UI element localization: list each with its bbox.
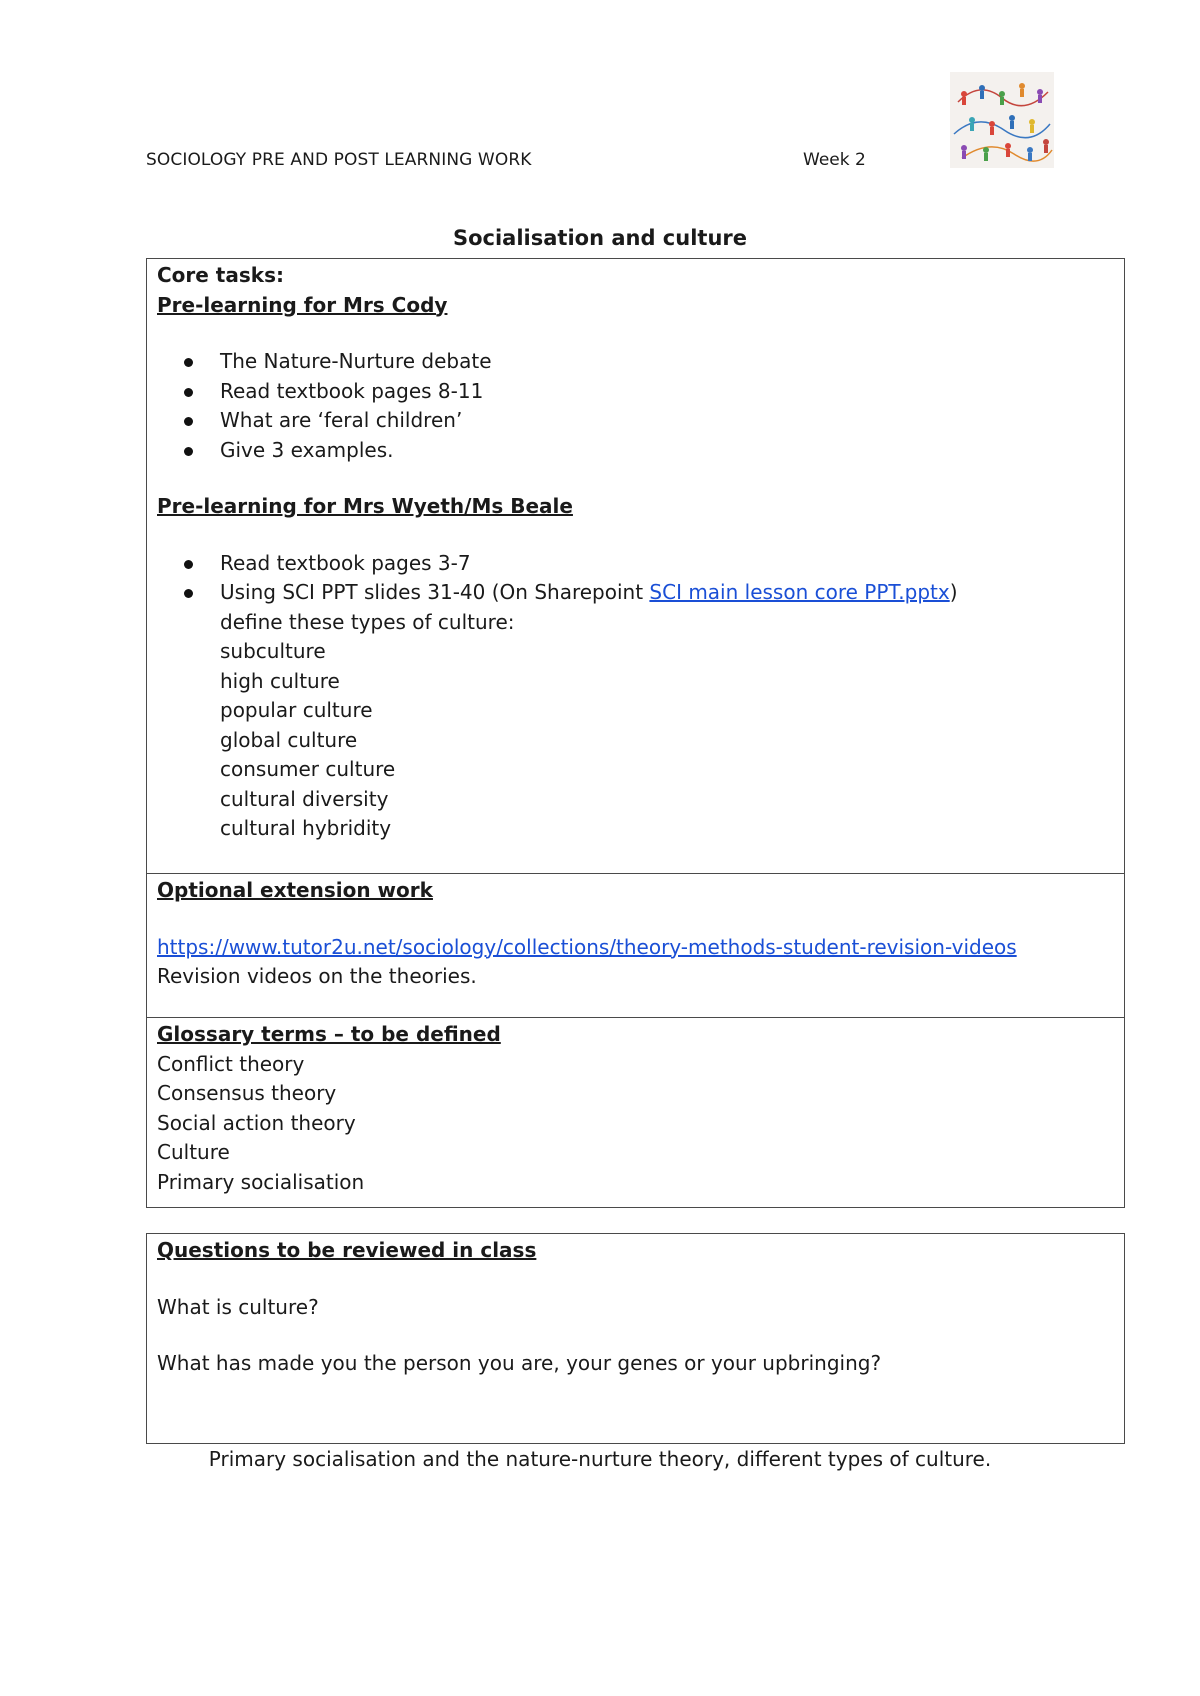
bullet-icon (184, 417, 193, 426)
list-item: popular culture (220, 698, 373, 722)
people-network-logo (950, 72, 1054, 168)
culture-types-list (157, 608, 1114, 844)
document-title: Socialisation and culture (452, 226, 747, 250)
bullet-icon (184, 589, 193, 598)
extension-description: Revision videos on the theories. (157, 964, 477, 988)
list-item: Read textbook pages 8-11 (220, 377, 1114, 407)
core-tasks-cell (147, 259, 1124, 874)
bullet-icon (184, 358, 193, 367)
extension-cell (147, 874, 1124, 1018)
list-item: cultural hybridity (220, 816, 392, 840)
bullet-icon (184, 560, 193, 569)
list-item: What are ‘feral children’ (220, 406, 1114, 436)
define-intro: define these types of culture: (220, 609, 515, 634)
extension-heading: Optional extension work (157, 878, 433, 902)
list-item: Conflict theory (157, 1051, 305, 1076)
sharepoint-ppt-link[interactable]: SCI main lesson core PPT.pptx (649, 580, 950, 604)
cody-list (157, 347, 1114, 465)
question-1: What is culture? (157, 1294, 319, 1319)
header-week: Week 2 (803, 150, 866, 170)
list-item: cultural diversity (220, 786, 389, 811)
cody-heading: Pre-learning for Mrs Cody (157, 292, 448, 317)
questions-cell (147, 1234, 1124, 1443)
list-item: consumer culture (220, 757, 396, 781)
question-2: What has made you the person you are, your genes or your upbringing? (157, 1351, 882, 1375)
list-item: global culture (220, 727, 358, 752)
list-item: Primary socialisation (157, 1169, 365, 1194)
questions-table (146, 1233, 1125, 1444)
glossary-heading: Glossary terms – to be defined (157, 1022, 501, 1046)
bullet-icon (184, 388, 193, 397)
tasks-table (146, 258, 1125, 1208)
list-item: The Nature-Nurture debate (220, 347, 1114, 377)
list-item: Culture (157, 1140, 230, 1164)
list-item: Give 3 examples. (220, 436, 1114, 466)
footer-summary: Primary socialisation and the nature-nurture theory, different types of culture. (208, 1447, 992, 1471)
wyeth-heading: Pre-learning for Mrs Wyeth/Ms Beale (157, 494, 573, 518)
bullet-icon (184, 447, 193, 456)
wyeth-list (157, 549, 1114, 608)
list-item: Consensus theory (157, 1081, 337, 1105)
list-item: Read textbook pages 3-7 (220, 549, 1114, 579)
core-tasks-heading: Core tasks: (157, 263, 284, 287)
list-item: high culture (220, 668, 340, 693)
tutor2u-link[interactable]: https://www.tutor2u.net/sociology/collections/theory-methods-student-revision-videos (157, 934, 1017, 959)
list-item: Using SCI PPT slides 31-40 (On Sharepoint SCI main lesson core PPT.pptx) (220, 578, 1114, 608)
questions-heading: Questions to be reviewed in class (157, 1238, 537, 1262)
glossary-cell (147, 1018, 1124, 1207)
list-item: Social action theory (157, 1110, 356, 1135)
list-item: subculture (220, 639, 326, 663)
header-title: SOCIOLOGY PRE AND POST LEARNING WORK (146, 150, 532, 170)
